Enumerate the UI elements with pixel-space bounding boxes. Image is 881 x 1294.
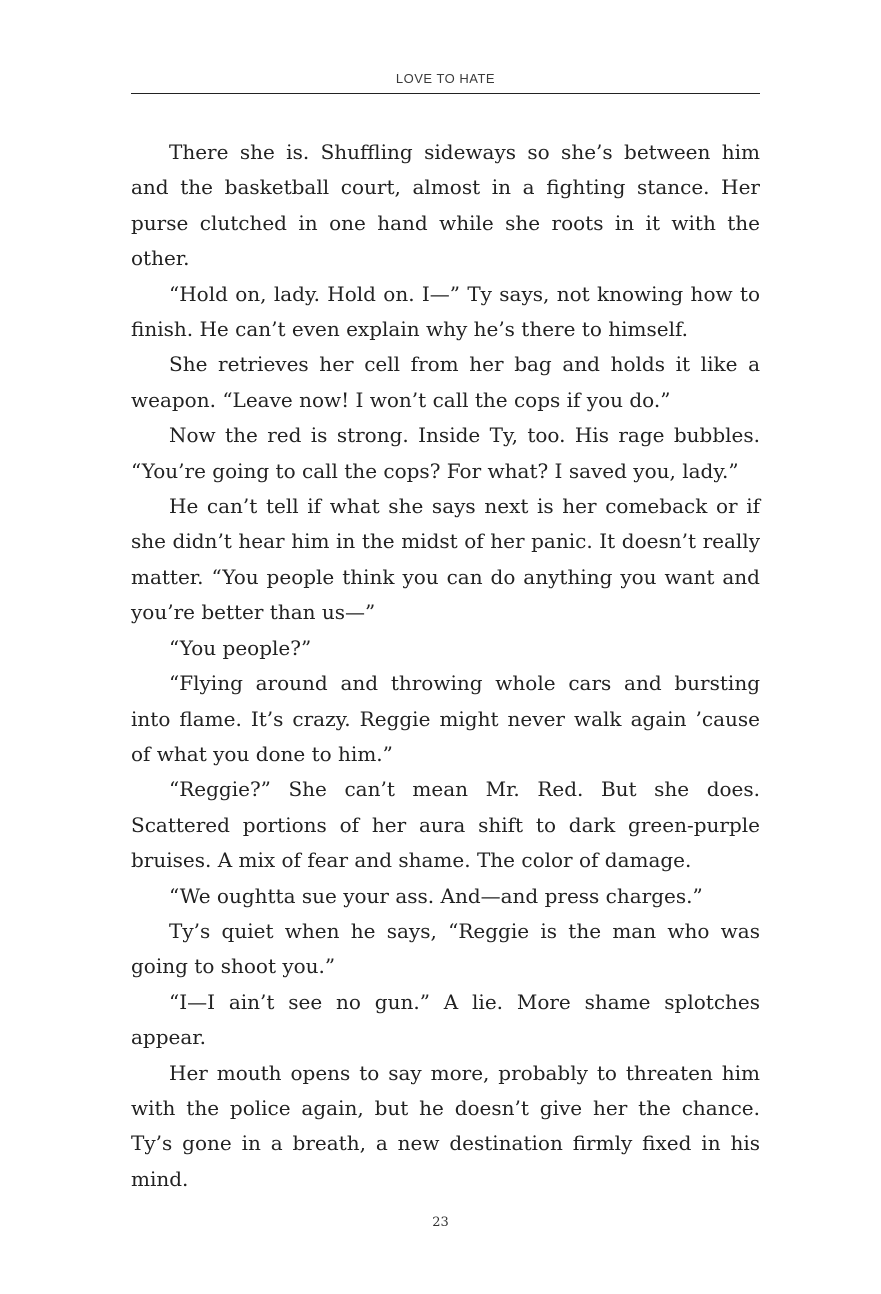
paragraph: “I—I ain’t see no gun.” A lie. More shame splotches appear. bbox=[131, 989, 760, 1050]
paragraph: “You people?” bbox=[169, 635, 312, 660]
paragraph: Now the red is strong. Inside Ty, too. His rage bubbles. “You’re going to call the cops? For what? I saved you, lady.” bbox=[131, 423, 760, 483]
paragraph: She retrieves her cell from her bag and holds it like a weapon. “Leave now! I won’t call the cops if you do.” bbox=[131, 352, 760, 412]
paragraph: “Reggie?” She can’t mean Mr. Red. But she does. Scattered portions of her aura shift to dark green-purple bruises. A mix of fear and shame. The color of damage. bbox=[131, 777, 760, 873]
running-head: LOVE TO HATE bbox=[395, 71, 496, 86]
paragraph: There she is. Shuffling sideways so she’s between him and the basketball court, almost in a fighting stance. Her purse clutched in one hand while she roots in it with the other. bbox=[131, 140, 760, 271]
paragraph: He can’t tell if what she says next is her comeback or if she didn’t hear him in the midst of her panic. It doesn’t really matter. “You people think you can do anything you want and you’re better than us—” bbox=[131, 494, 760, 625]
paragraph: Ty’s quiet when he says, “Reggie is the man who was going to shoot you.” bbox=[131, 918, 760, 979]
paragraph: “Hold on, lady. Hold on. I—” Ty says, not knowing how to finish. He can’t even explain why he’s there to himself. bbox=[131, 281, 760, 342]
paragraph: “We oughtta sue your ass. And—and press charges.” bbox=[169, 883, 703, 908]
body-text bbox=[131, 135, 760, 1197]
header-rule bbox=[131, 93, 760, 94]
page-number: 23 bbox=[432, 1215, 449, 1230]
paragraph: “Flying around and throwing whole cars and bursting into flame. It’s crazy. Reggie might never walk again ’cause of what you done to him.” bbox=[131, 671, 760, 766]
paragraph: Her mouth opens to say more, probably to threaten him with the police again, but he doesn’t give her the chance. Ty’s gone in a breath, a new destination firmly fixed in his mind. bbox=[131, 1060, 760, 1191]
